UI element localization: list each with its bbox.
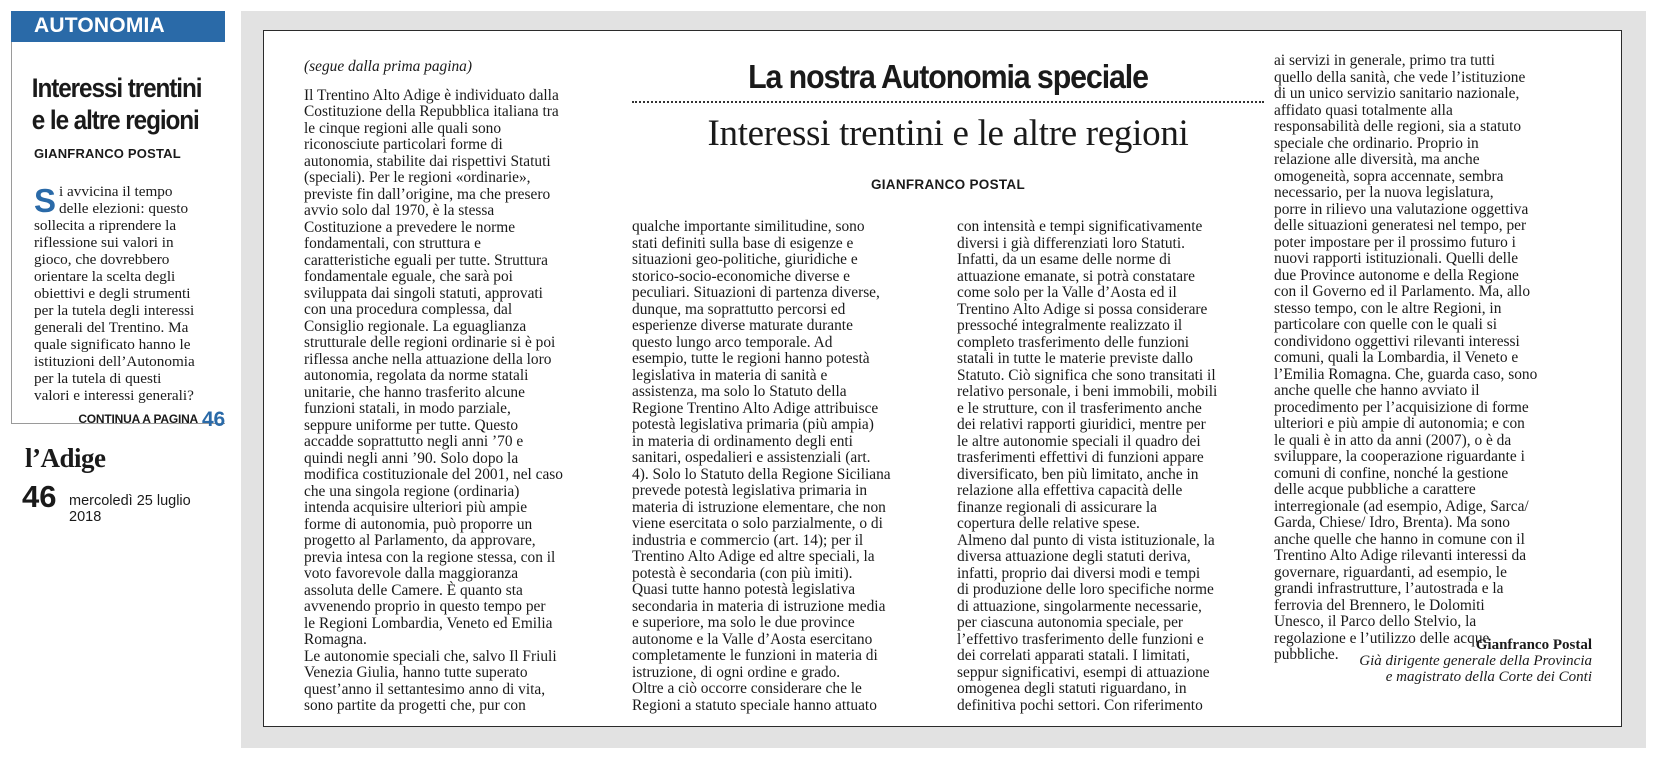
body-text-line: Consiglio regionale. La eguaglianza [304,317,527,335]
body-text-line: stesso tempo, con le altre Regioni, in [1274,299,1502,317]
body-text-line: sviluppare, la cooperazione riguardante i [1274,448,1525,465]
body-text-line: Unesco, il Parco dello Stelvio, la [1274,613,1477,630]
body-text-line: istruzione, di ogni ordine e grado. [632,663,841,681]
body-text-line: con intensità e tempi significativamente [957,218,1203,235]
body-text-line: Oltre a ciò occorre considerare che le [632,680,862,697]
body-text-line: 4). Solo lo Statuto della Regione Siciliana [632,465,891,483]
teaser-line: delle elezioni: questo [59,200,189,217]
body-text-line: completamente le funzioni in materia di [632,647,878,664]
body-text-line: autonomia, stabilite dai rispettivi Statuti [304,152,551,170]
body-text-line: qualche importante similitudine, sono [632,218,865,235]
body-text-line: comuni di confine, nonché la gestione [1274,464,1509,482]
body-text-line: dunque, ma soprattutto percorsi ed [632,300,846,318]
article-column-1 [304,59,602,715]
body-text-line: Infatti, da un esame delle norme di [957,251,1172,268]
body-text-line: Almeno dal punto di vista istituzionale, la [957,531,1215,549]
body-text-line: relativo personale, i beni immobili, mobili [957,383,1218,400]
body-text-line: fondamentali, con struttura e [304,235,481,252]
body-text-line: progetto al Parlamento, da approvare, [304,532,536,549]
teaser-line: generali del Trentino. Ma [34,319,189,336]
body-text-line: Costituzione della Repubblica italiana tra [304,103,559,120]
teaser-line: sollecita a riprendere la [34,217,177,234]
body-text-line: previa intesa con la regione stessa, con il [304,548,556,566]
newspaper-masthead: l’Adige [25,443,106,473]
body-text-line: Statuto. Ciò significa che sono transitati il [957,366,1216,384]
teaser-title-line: Interessi trentini [31,73,202,103]
teaser-title [12,42,239,136]
lead-in: (segue dalla prima pagina) [304,58,472,75]
body-text-line: seppure uniforme per tutte. Questo [304,416,519,434]
body-text-line: Trentino Alto Adige si possa considerare [957,300,1208,318]
body-text-line: due Province autonome e della Regione [1274,266,1519,284]
body-text-line: finanze regionali di assicurare la [957,498,1157,516]
body-text-line: responsabilità delle regioni, sia a statuto [1274,118,1522,135]
body-text-line: Regione Trentino Alto Adige attribuisce [632,399,879,417]
body-text-line: in materia di ordinamento degli enti [632,432,853,450]
body-text-line: avvio solo dal 1970, è la stessa [304,202,495,219]
body-text-line: accadde soprattutto negli anni ’70 e [304,433,524,450]
headline-block [632,59,1264,192]
body-text-line: seppur significativi, esempi di attuazione [957,663,1210,681]
body-text-line: fondamentale eguale, che sarà poi [304,268,513,285]
body-text-line: l’effettivo trasferimento delle funzioni e [957,630,1204,648]
body-text-line: pubbliche. [1274,646,1339,663]
body-text-line: grandi infrastrutture, l’autostrada e la [1274,580,1504,597]
body-text-line: Costituzione a prevedere le norme [304,218,516,236]
body-text-line: speciale che ordinario. Proprio in [1274,134,1479,152]
signature-name: Gianfranco Postal [1475,637,1592,653]
teaser-line: per la tutela di questi [34,370,162,387]
body-text-line: funzioni statali, in modo parziale, [304,400,511,417]
body-text-line: ferrovia del Brennero, le Dolomiti [1274,596,1485,614]
main-headline: Interessi trentini e le altre regioni [707,113,1189,154]
body-text-line: storico-socio-economiche diverse e [632,267,850,285]
body-text-line: le cinque regioni alle quali sono [304,119,502,137]
continua-page-number: 46 [202,408,225,431]
body-text-line: come solo per la Valle d’Aosta ed il [957,284,1177,301]
teaser-line: per la tutela degli interessi [34,302,195,319]
body-text-line: diversa attuazione degli statuti deriva, [957,548,1191,565]
body-text-line: regolazione e l’utilizzo delle acque [1274,629,1490,647]
article-frame [263,30,1622,727]
continue-on-page-link[interactable] [78,408,225,432]
body-text-line: di un unico servizio sanitario nazionale, [1274,85,1520,102]
body-text-line: comuni, quali la Lombardia, il Veneto e [1274,349,1519,366]
body-text-line: quindi negli anni ’90. Solo dopo la [304,449,519,467]
kicker-title: La nostra Autonomia speciale [748,58,1148,95]
teaser-line: quale significato hanno le [34,336,191,353]
body-text-line: materia di istruzione elementare, che non [632,498,886,516]
body-text-line: l’Emilia Romagna. Che, guarda caso, sono [1274,365,1538,383]
body-text-line: trasferimenti effettivi di funzioni appare [957,449,1204,466]
body-text-line: assistenza, ma solo lo Statuto della [632,383,847,400]
teaser-box [11,42,225,424]
body-text-line: Il Trentino Alto Adige è individuato dalla [304,86,559,104]
body-text-line: affidato quasi totalmente alla [1274,101,1453,119]
body-text-line: le Regioni Lombardia, Veneto ed Emilia [304,614,553,632]
body-text-line: infatti, proprio dai diversi modi e tempi [957,564,1201,582]
body-text-line: interregionale (ad esempio, Adige, Sarca/ [1274,497,1529,515]
body-text-line: diversi i già differenziati loro Statuti. [957,234,1185,252]
body-text-line: modifica costituzionale del 2001, nel caso [304,466,563,483]
body-text-line: potestà è secondaria (con più imiti). [632,564,853,582]
teaser-line: i avvicina il tempo [59,183,173,200]
body-text-line: sono partite da progetti che, pur con [304,697,526,714]
body-text-line: che una singola regione (ordinaria) [304,482,520,500]
teaser-line: gioco, che dovrebbero [34,251,170,268]
body-text-line: previste fin dall’origine, ma che presero [304,185,551,203]
author-signature [1274,637,1592,685]
body-text-line: intenda acquisire ulteriori più ampie [304,499,528,516]
body-text-line: quest’anno il settantesimo anno di vita, [304,680,546,698]
body-text-line: forme di autonomia, può proporre un [304,515,533,533]
body-text-line: anche quelle che hanno avviato il [1274,382,1480,399]
body-text-line: esempio, tutte le regioni hanno potestà [632,350,870,367]
body-text-line: sviluppata dai singoli statuti, approvati [304,284,543,302]
article-column-2 [632,219,932,714]
body-text-line: questo lungo arco temporale. Ad [632,333,833,351]
body-text-line: industria e commercio (art. 14); per il [632,531,864,549]
teaser-line: orientare la scelta degli [34,268,176,285]
signature-role: e magistrato della Corte dei Conti [1385,669,1592,685]
body-text-line: completo trasferimento delle funzioni [957,333,1190,351]
body-text-line: anche quelle che hanno in comune con il [1274,530,1525,548]
body-text-line: con una procedura complessa, dal [304,301,513,318]
body-text-line: strutturale delle regioni ordinarie si è poi [304,334,556,351]
body-text-line: voto favorevole dalla maggioranza [304,565,519,582]
body-text-line: secondaria in materia di istruzione media [632,597,886,615]
body-text-line: con il Governo ed il Parlamento. Ma, allo [1274,283,1531,300]
body-text-line: quello della sanità, che vede l’istituzione [1274,68,1526,86]
body-text-line: attuazione emanate, si potrà constatare [957,267,1196,285]
body-text-line: Trentino Alto Adige rilevanti interessi da [1274,547,1527,564]
section-tag: AUTONOMIA [11,11,225,42]
body-text-line: relazione alle diversità, ma anche [1274,151,1480,168]
teaser-line: obiettivi e degli strumenti [34,285,191,302]
body-text-line: unitarie, che hanno trasferito alcune [304,383,525,401]
body-text-line: procedimento per l’acquisizione di forme [1274,398,1529,416]
body-text-line: condividono oggettivi rilevanti interessi [1274,332,1520,350]
body-text-line: diversificato, ben più limitato, anche in [957,465,1199,483]
body-text-line: assoluta delle Camere. È quanto sta [304,581,523,599]
body-text-line: poter impostare per il prossimo futuro i [1274,233,1516,251]
body-text-line: delle acque pubbliche a carattere [1274,481,1476,498]
body-text-line: caratteristiche eguali per tutte. Struttura [304,251,549,269]
body-text-line: relazione alla effettiva capacità delle [957,482,1183,499]
body-text-line: di produzione delle loro specifiche norme [957,581,1214,598]
teaser-line: istituzioni dell’Autonomia [34,353,195,370]
front-page-teaser [11,11,225,525]
body-text-line: autonome e la Valle d’Aosta esercitano [632,630,873,648]
body-text-line: delle situazioni generatesi nel tempo, per [1274,217,1527,234]
teaser-text [12,161,225,404]
body-text-line: riflessa anche nella attuazione della loro [304,350,552,368]
body-text-line: (speciali). Per le regioni «ordinarie», [304,169,531,186]
body-text-line: Trentino Alto Adige ed altre speciali, la [632,548,875,565]
body-text-line: Venezia Giulia, hanno tutte superato [304,664,528,681]
body-text-line: esperienze diverse maturate durante [632,317,853,334]
body-text-line: riconosciute particolari forme di [304,136,503,153]
signature-role: Già dirigente generale della Provincia [1359,653,1592,669]
body-text-line: Le autonomie speciali che, salvo Il Friuli [304,647,557,665]
body-text-line: sanitari, ospedalieri e assistenziali (art. [632,449,871,466]
body-text-line: Garda, Chiese/ Idro, Brenta). Ma sono [1274,514,1510,531]
body-text-line: definitiva pochi settori. Con riferimento [957,696,1203,714]
drop-cap: S [34,182,57,219]
byline: GIANFRANCO POSTAL [870,177,1026,192]
body-text-line: stati definiti sulla base di esigenze e [632,234,854,252]
body-text-line: nuovi rapporti istituzionali. Quelli delle [1274,250,1519,267]
article-column-4 [1274,53,1584,664]
body-text-line: di attuazione, singolarmente necessarie, [957,597,1202,615]
body-text-line: le altre autonomie speciali il quadro dei [957,432,1201,450]
body-text-line: autonomia, regolata da norme statali [304,367,529,384]
teaser-author: GIANFRANCO POSTAL [34,146,181,161]
body-text-line: ai servizi in generale, primo tra tutti [1274,52,1495,69]
body-text-line: Quasi tutte hanno potestà legislativa [632,581,856,598]
issue-date: mercoledì 25 luglio 2018 [69,493,191,525]
dotted-rule [632,101,1264,103]
teaser-line: riflessione sui valori in [34,234,174,251]
body-text-line: dei correlati apparati statali. I limitati, [957,647,1190,664]
body-text-line: peculiari. Situazioni di partenza diverse, [632,284,880,301]
body-text-line: e le strutture, con il trasferimento anche [957,399,1202,417]
body-text-line: porre in rilievo una valutazione oggettiva [1274,200,1529,218]
body-text-line: e superiore, ma solo le due province [632,614,855,631]
body-text-line: legislativa in materia di sanità e [632,366,828,384]
article-column-3 [957,219,1257,714]
continua-label: CONTINUA A PAGINA [78,412,199,426]
body-text-line: Romagna. [304,631,367,648]
body-text-line: copertura delle relative spese. [957,515,1140,532]
body-text-line: Regioni a statuto speciale hanno attuato [632,696,877,714]
page-number: 46 [22,479,57,514]
body-text-line: potestà legislativa primaria (più ampia) [632,416,874,433]
body-text-line: prevede potestà legislativa primaria in [632,482,868,499]
body-text-line: per ciascuna autonomia speciale, per [957,614,1184,631]
body-text-line: situazioni geo-politiche, giuridiche e [632,251,858,268]
body-text-line: omogenea degli statuti riguardano, in [957,680,1187,697]
body-text-line: viene esercitata o solo parzialmente, o di [632,515,883,532]
body-text-line: avvenendo proprio in questo tempo per [304,598,546,615]
body-text-line: particolare con quelle con le quali si [1274,316,1498,333]
body-text-line: le quali è in atto da anni (2007), o è da [1274,431,1512,449]
body-text-line: pressoché integralmente realizzato il [957,317,1183,334]
body-text-line: dei relativi rapporti giuridici, mentre per [957,416,1206,433]
body-text-line: ulteriori e più ampie di autonomia; e con [1274,415,1525,432]
teaser-title-line: e le altre regioni [31,105,199,135]
body-text-line: omogeneità, sopra accennate, sembra [1274,167,1504,185]
body-text-line: statali in tutte le materie previste dallo [957,350,1193,367]
body-text-line: governare, riguardanti, ad esempio, le [1274,563,1507,581]
teaser-line: valori e interessi generali? [34,387,194,404]
body-text-line: necessario, per la nuova legislatura, [1274,184,1494,201]
